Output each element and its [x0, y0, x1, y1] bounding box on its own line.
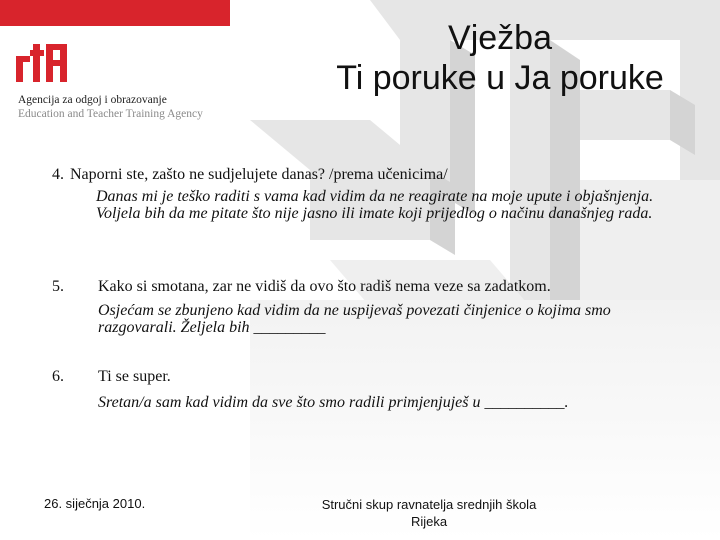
item-answer: Osjećam se zbunjeno kad vidim da ne uspijevaš povezati činjenice o kojima smo razgovarali. Željela bih _________: [98, 302, 611, 336]
item-number: 4.: [52, 166, 64, 183]
brand-red-bar: [0, 0, 230, 26]
item-statement: Ti se super.: [98, 368, 171, 385]
item-statement: Kako si smotana, zar ne vidiš da ovo što radiš nema veze sa zadatkom.: [98, 278, 551, 295]
item-number: 5.: [52, 278, 64, 295]
item-answer: Sretan/a sam kad vidim da sve što smo radili primjenjuješ u __________.: [98, 394, 569, 411]
agency-logo-icon: [16, 42, 72, 82]
footer-event-line1: Stručni skup ravnatelja srednjih škola: [321, 497, 537, 512]
agency-name-en: Education and Teacher Training Agency: [18, 108, 203, 120]
slide-title-line2: Ti poruke u Ja poruke: [336, 59, 664, 97]
agency-name-hr: Agencija za odgoj i obrazovanje: [18, 94, 167, 106]
footer-date: 26. siječnja 2010.: [44, 496, 146, 511]
footer-event-line2: Rijeka: [410, 514, 448, 529]
footer-event: [304, 496, 554, 530]
agency-name: [18, 93, 203, 121]
item-statement: Naporni ste, zašto ne sudjelujete danas? /prema učenicima/: [70, 166, 448, 183]
slide-title: [270, 18, 720, 98]
item-answer: Danas mi je teško raditi s vama kad vidim da ne reagirate na moje upute i objašnjenja. Voljela bih da me pitate što nije jasno ili imate koji prijedlog o načinu današnjeg rada.: [96, 188, 654, 222]
item-number: 6.: [52, 368, 64, 385]
slide-title-line1: Vježba: [448, 19, 552, 57]
